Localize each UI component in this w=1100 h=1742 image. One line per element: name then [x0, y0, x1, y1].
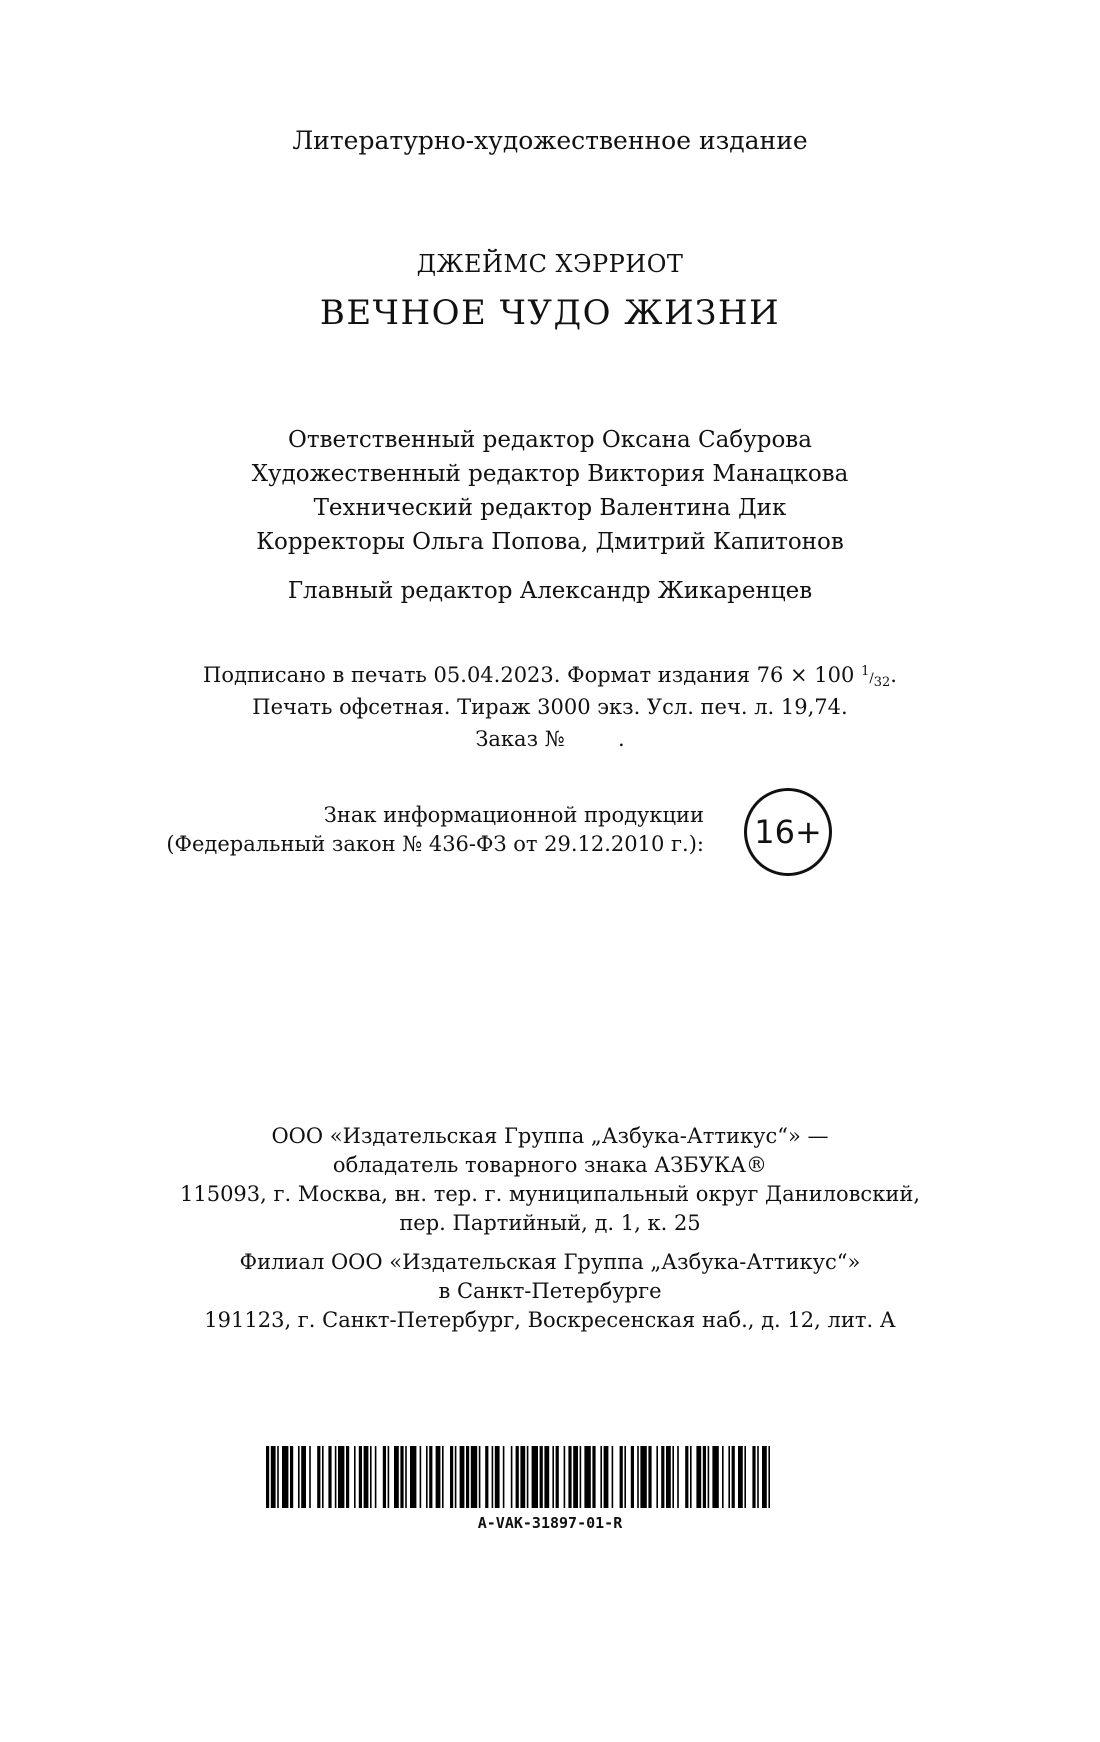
barcode-bar: [584, 1446, 590, 1508]
barcode-bar: [564, 1446, 566, 1508]
barcode-bar: [640, 1446, 646, 1508]
barcode-bar: [485, 1446, 488, 1508]
barcode-bar: [436, 1446, 441, 1508]
barcode-bar: [568, 1446, 571, 1508]
barcode-bar: [370, 1446, 372, 1508]
genre-line: Литературно-художественное издание: [292, 126, 808, 155]
barcode-bar: [696, 1446, 701, 1508]
barcode-bar: [309, 1446, 311, 1508]
publisher-line: ООО «Издательская Группа „Азбука-Аттикус“» —: [271, 1124, 829, 1148]
barcode-bar: [266, 1446, 269, 1508]
print-line-2: Печать офсетная. Тираж 3000 экз. Усл. печ. л. 19,74.: [252, 695, 848, 719]
order-number-line: Заказ № .: [475, 727, 625, 751]
staff-line: Художественный редактор Виктория Манацкова: [251, 461, 849, 487]
branch-line: 191123, г. Санкт-Петербург, Воскресенская наб., д. 12, лит. А: [204, 1308, 896, 1332]
barcode-bar: [516, 1446, 519, 1508]
barcode-bar: [359, 1446, 362, 1508]
barcode-bar: [708, 1446, 710, 1508]
barcode-bar: [394, 1446, 399, 1508]
print-format: Подписано в печать 05.04.2023. Формат издания 76 × 100: [203, 663, 855, 687]
barcode-bar: [271, 1446, 276, 1508]
barcode-bar: [580, 1446, 582, 1508]
publisher-line: обладатель товарного знака АЗБУКА®: [332, 1153, 768, 1177]
barcode-bar: [544, 1446, 549, 1508]
book-title: ВЕЧНОЕ ЧУДО ЖИЗНИ: [319, 293, 781, 333]
barcode-bar: [757, 1446, 759, 1508]
barcode-bar: [744, 1446, 746, 1508]
barcode-bar: [405, 1446, 407, 1508]
barcode-bar: [400, 1446, 403, 1508]
barcode-bar: [335, 1446, 337, 1508]
barcode-code: A-VAK-31897-01-R: [477, 1514, 623, 1532]
barcode-bar: [455, 1446, 457, 1508]
barcode-bar: [556, 1446, 559, 1508]
barcode-bar: [354, 1446, 356, 1508]
barcode-bar: [328, 1446, 331, 1508]
barcode-bar: [573, 1446, 578, 1508]
staff-line: Ответственный редактор Оксана Сабурова: [288, 427, 812, 453]
staff-line: Корректоры Ольга Попова, Дмитрий Капитонов: [256, 529, 844, 555]
barcode-bar: [301, 1446, 306, 1508]
info-sign-label: [166, 801, 704, 859]
barcode-bar: [479, 1446, 481, 1508]
barcode-bar: [520, 1446, 525, 1508]
barcode-bar: [540, 1446, 543, 1508]
barcode-bar: [426, 1446, 428, 1508]
barcode-bar: [495, 1446, 500, 1508]
chief-editor-line: Главный редактор Александр Жикаренцев: [287, 578, 813, 604]
barcode-bar: [672, 1446, 674, 1508]
barcode-bar: [604, 1446, 609, 1508]
barcode-bar: [322, 1446, 324, 1508]
barcode-bar: [637, 1446, 639, 1508]
barcode-bar: [722, 1446, 724, 1508]
barcode-bar: [677, 1446, 679, 1508]
barcode-bar: [420, 1446, 422, 1508]
barcode-bar: [383, 1446, 386, 1508]
barcode-bar: [492, 1446, 494, 1508]
barcode-bar: [290, 1446, 293, 1508]
barcode-bar: [752, 1446, 755, 1508]
barcode-bar: [388, 1446, 390, 1508]
barcode-bar: [338, 1446, 344, 1508]
barcode-bar: [277, 1446, 279, 1508]
barcode-bar: [738, 1446, 743, 1508]
author-name: ДЖЕЙМС ХЭРРИОТ: [416, 250, 684, 278]
info-sign-line-2: (Федеральный закон № 436-ФЗ от 29.12.2010 г.):: [166, 832, 704, 856]
barcode-bar: [429, 1446, 432, 1508]
barcode-bar: [442, 1446, 444, 1508]
barcode-bar: [600, 1446, 602, 1508]
barcode-bar: [631, 1446, 634, 1508]
staff-line: Технический редактор Валентина Дик: [313, 495, 787, 521]
barcode-bar: [624, 1446, 626, 1508]
barcode-bar: [592, 1446, 595, 1508]
barcode-bar: [282, 1446, 288, 1508]
barcode-bar: [728, 1446, 730, 1508]
barcode-bar: [732, 1446, 735, 1508]
barcode-bar: [661, 1446, 664, 1508]
publisher-line: 115093, г. Москва, вн. тер. г. муниципальный округ Даниловский,: [179, 1182, 920, 1206]
age-rating-badge: 16+: [744, 788, 832, 876]
barcode-bar: [612, 1446, 614, 1508]
barcode-bar: [552, 1446, 554, 1508]
barcode-bar: [532, 1446, 538, 1508]
barcode-bar: [503, 1446, 505, 1508]
barcode-bar: [450, 1446, 453, 1508]
info-sign-line-1: Знак информационной продукции: [323, 803, 704, 827]
barcode-bar: [511, 1446, 513, 1508]
print-line-1-end: .: [890, 663, 897, 687]
barcode-bar: [762, 1446, 767, 1508]
barcode-bar: [471, 1446, 477, 1508]
barcode-bar: [298, 1446, 300, 1508]
barcode-bar: [690, 1446, 692, 1508]
publisher-line: пер. Партийный, д. 1, к. 25: [399, 1211, 701, 1235]
barcode-bar: [527, 1446, 529, 1508]
barcode-bar: [364, 1446, 369, 1508]
barcode-bar: [685, 1446, 688, 1508]
barcode-bar: [768, 1446, 770, 1508]
barcode-bar: [346, 1446, 349, 1508]
barcode-bar: [460, 1446, 465, 1508]
barcode-bar: [703, 1446, 706, 1508]
print-line-1: [0, 663, 1100, 690]
barcode-bar: [375, 1446, 377, 1508]
barcode-image: [266, 1446, 770, 1508]
barcode-bar: [648, 1446, 651, 1508]
barcode-bar: [466, 1446, 469, 1508]
barcode-bar: [620, 1446, 623, 1508]
barcode-bar: [712, 1446, 718, 1508]
branch-line: в Санкт-Петербурге: [438, 1279, 662, 1303]
branch-line: Филиал ООО «Издательская Группа „Азбука-Аттикус“»: [239, 1250, 861, 1274]
barcode-bar: [317, 1446, 320, 1508]
barcode-bar: [410, 1446, 416, 1508]
barcode-bar: [656, 1446, 658, 1508]
format-fraction: 1/32: [861, 664, 891, 690]
barcode-bar: [666, 1446, 671, 1508]
